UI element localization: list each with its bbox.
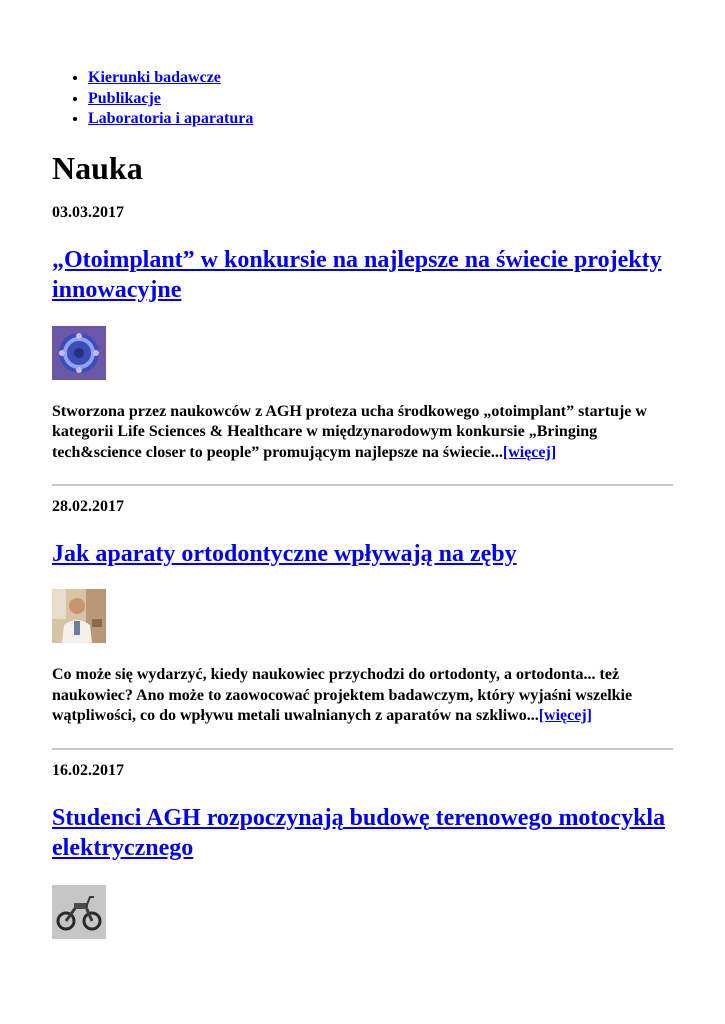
article-date: 16.02.2017 xyxy=(52,761,124,779)
article-thumbnail[interactable] xyxy=(52,326,673,380)
nav-item xyxy=(88,89,673,110)
article-date: 03.03.2017 xyxy=(52,203,124,221)
article-separator xyxy=(52,748,673,750)
article-title xyxy=(52,539,673,569)
excerpt-text: Co może się wydarzyć, kiedy naukowiec przychodzi do ortodonty, a ortodonta... też naukowiec? Ano może to zaowocować projektem badawczym, który wyjaśni wszelkie wątpliwości, co do wpływu metali uwalnianych z aparatów na szkliwo... xyxy=(52,666,633,724)
article-title xyxy=(52,803,673,863)
article-thumbnail[interactable] xyxy=(52,885,673,939)
article-excerpt xyxy=(52,402,673,464)
article-date: 28.02.2017 xyxy=(52,498,124,515)
excerpt-text: Stworzona przez naukowców z AGH proteza ucha środkowego „otoimplant” startuje w kategorii Life Sciences & Healthcare w międzynarodowym konkursie „Bringing tech&science closer to people” promującym najlepsze na świecie... xyxy=(52,402,647,461)
article-separator xyxy=(52,484,673,486)
more-link[interactable]: [więcej] xyxy=(502,443,557,461)
article-title-link[interactable]: Studenci AGH rozpoczynają budowę terenowego motocykla elektrycznego xyxy=(52,804,666,861)
more-link[interactable]: [więcej] xyxy=(538,707,592,724)
page-title: Nauka xyxy=(52,149,143,186)
article-title-link[interactable]: „Otoimplant” w konkursie na najlepsze na świecie projekty innowacyjne xyxy=(52,246,662,303)
article xyxy=(52,761,673,939)
nav-item xyxy=(88,68,673,89)
implant-thumbnail-icon xyxy=(52,326,106,380)
article xyxy=(52,497,673,750)
article xyxy=(52,203,673,487)
nav-item xyxy=(88,109,673,130)
section-nav xyxy=(52,0,673,130)
nav-link-kierunki[interactable]: Kierunki badawcze xyxy=(88,69,221,86)
nav-link-publikacje[interactable]: Publikacje xyxy=(88,89,161,107)
article-title-link[interactable]: Jak aparaty ortodontyczne wpływają na zęby xyxy=(52,541,517,567)
scientist-thumbnail-icon xyxy=(52,589,106,643)
article-excerpt xyxy=(52,665,673,727)
article-title xyxy=(52,245,673,305)
nav-link-laboratoria[interactable]: Laboratoria i aparatura xyxy=(88,110,254,127)
motorcycle-thumbnail-icon xyxy=(52,885,106,939)
article-thumbnail[interactable] xyxy=(52,589,673,643)
